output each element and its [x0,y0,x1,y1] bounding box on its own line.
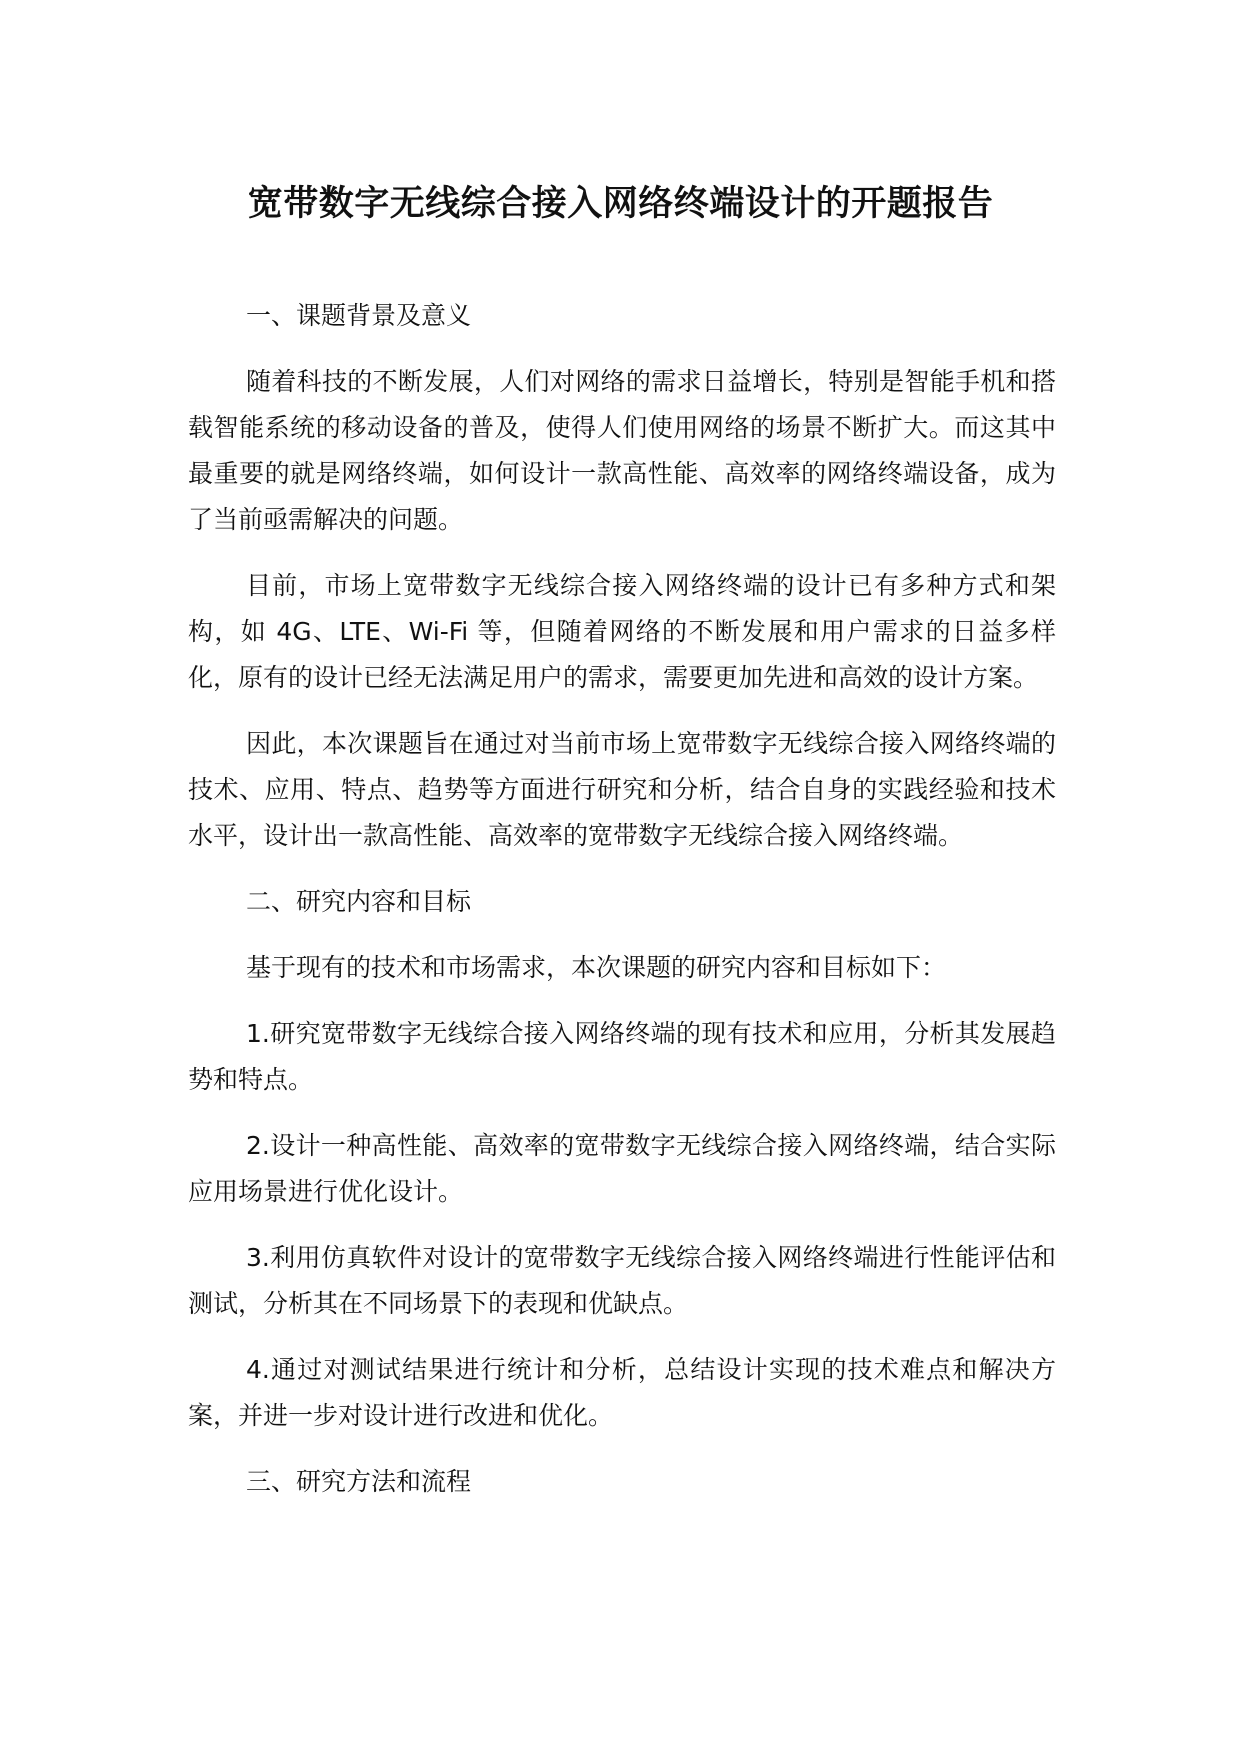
list-item: 4.通过对测试结果进行统计和分析，总结设计实现的技术难点和解决方案，并进一步对设计进行改进和优化。 [188,1355,1056,1430]
list-item: 1.研究宽带数字无线综合接入网络终端的现有技术和应用，分析其发展趋势和特点。 [188,1019,1056,1094]
paragraph: 基于现有的技术和市场需求，本次课题的研究内容和目标如下： [246,953,947,982]
paragraph: 随着科技的不断发展，人们对网络的需求日益增长，特别是智能手机和搭载智能系统的移动设备的普及，使得人们使用网络的场景不断扩大。而这其中最重要的就是网络终端，如何设计一款高性能、高效率的网络终端设备，成为了当前亟需解决的问题。 [188,367,1056,534]
document-body [188,293,1056,1525]
document-title: 宽带数字无线综合接入网络终端设计的开题报告 [247,184,994,224]
list-item: 2.设计一种高性能、高效率的宽带数字无线综合接入网络终端，结合实际应用场景进行优化设计。 [188,1131,1056,1206]
list-item: 3.利用仿真软件对设计的宽带数字无线综合接入网络终端进行性能评估和测试，分析其在不同场景下的表现和优缺点。 [188,1243,1056,1318]
section-heading-methods: 三、研究方法和流程 [246,1467,472,1496]
paragraph: 因此，本次课题旨在通过对当前市场上宽带数字无线综合接入网络终端的技术、应用、特点、趋势等方面进行研究和分析，结合自身的实践经验和技术水平，设计出一款高性能、高效率的宽带数字无线综合接入网络终端。 [188,729,1056,850]
paragraph: 目前，市场上宽带数字无线综合接入网络终端的设计已有多种方式和架构，如 4G、LTE、Wi-Fi 等，但随着网络的不断发展和用户需求的日益多样化，原有的设计已经无法满足用户的需求，需要更加先进和高效的设计方案。 [188,571,1056,692]
section-heading-research-content: 二、研究内容和目标 [246,887,472,916]
section-heading-background: 一、课题背景及意义 [246,301,472,330]
